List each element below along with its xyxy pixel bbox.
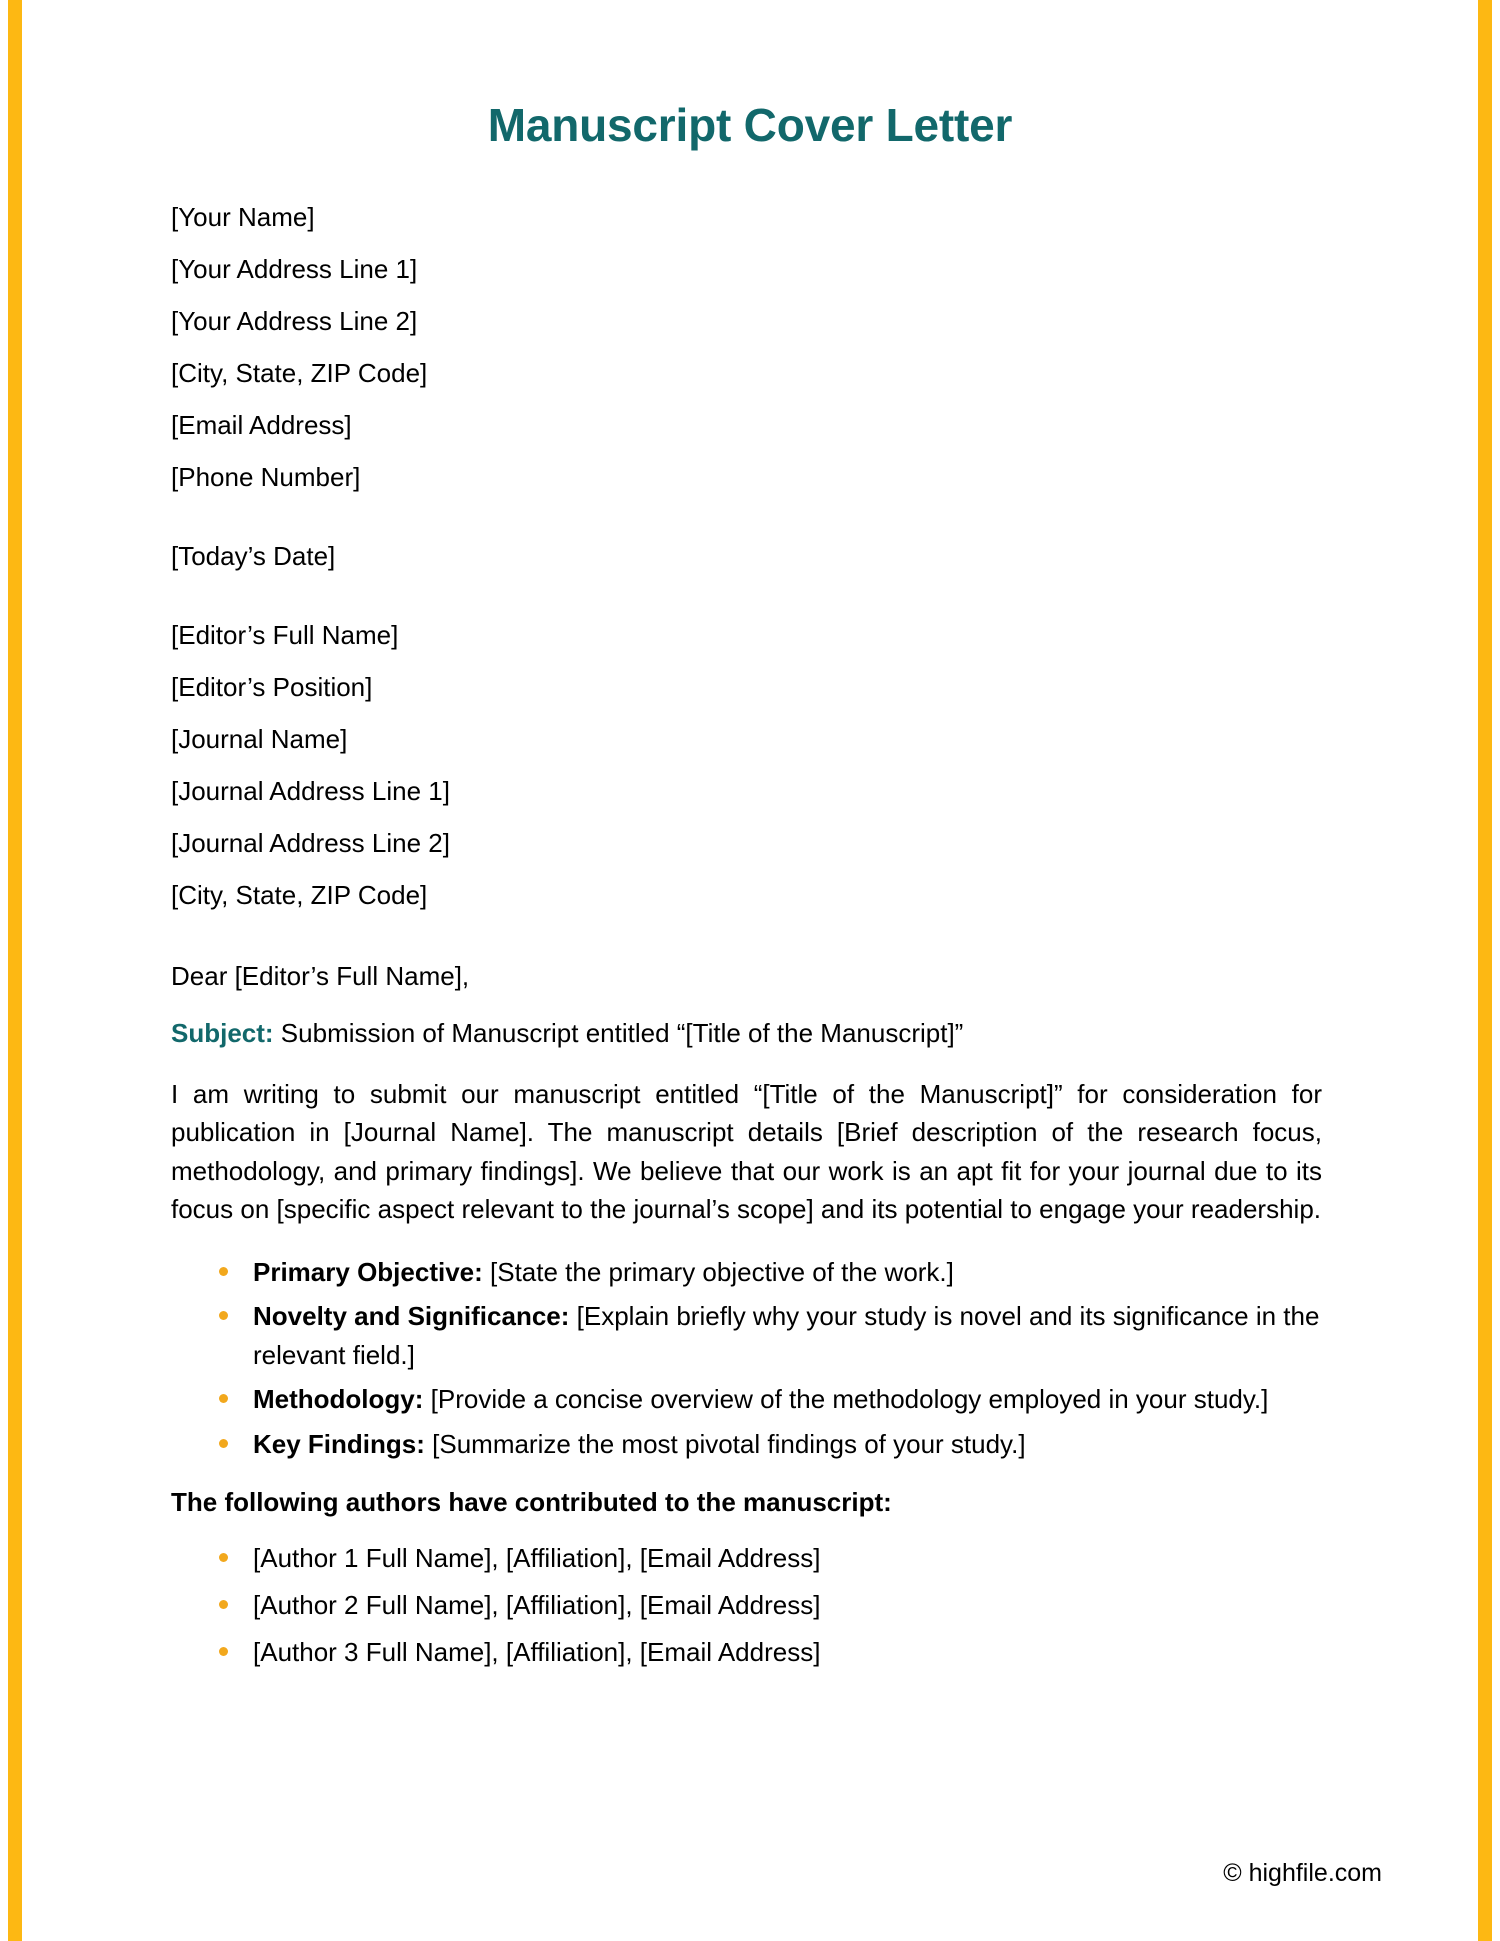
sender-email: [Email Address] <box>171 410 352 440</box>
highlight-label: Key Findings: <box>253 1428 425 1459</box>
authors-list <box>171 1540 1322 1671</box>
salutation: Dear [Editor’s Full Name], <box>171 961 470 991</box>
subject-line <box>171 1018 1322 1049</box>
sender-city-state-zip: [City, State, ZIP Code] <box>171 358 428 388</box>
highlight-text: [Summarize the most pivotal findings of your study.] <box>424 1428 1026 1459</box>
bullet-dot-icon <box>219 1311 228 1320</box>
list-item <box>217 1297 1322 1374</box>
journal-address-line-2: [Journal Address Line 2] <box>171 828 450 858</box>
letter-date: [Today’s Date] <box>171 541 336 571</box>
sender-address-line-2: [Your Address Line 2] <box>171 306 418 336</box>
footer-copyright: © highfile.com <box>1223 1859 1382 1887</box>
bullet-dot-icon <box>219 1394 228 1403</box>
journal-city-state-zip: [City, State, ZIP Code] <box>171 880 428 910</box>
list-item <box>217 1587 1322 1624</box>
list-item <box>217 1380 1322 1418</box>
highlight-label: Methodology: <box>253 1384 424 1415</box>
sender-address-line-1: [Your Address Line 1] <box>171 254 418 284</box>
subject-label: Subject: <box>171 1018 274 1048</box>
highlight-label: Novelty and Significance: <box>253 1301 570 1332</box>
journal-name: [Journal Name] <box>171 724 348 754</box>
highlight-label: Primary Objective: <box>253 1256 483 1287</box>
authors-heading: The following authors have contributed to the manuscript: <box>171 1487 892 1518</box>
sender-phone: [Phone Number] <box>171 462 361 492</box>
highlights-list <box>171 1253 1322 1463</box>
list-item <box>217 1540 1322 1577</box>
author-entry: [Author 1 Full Name], [Affiliation], [Email Address] <box>253 1543 821 1574</box>
author-entry: [Author 2 Full Name], [Affiliation], [Email Address] <box>253 1590 821 1621</box>
sender-address-block <box>171 204 1322 490</box>
subject-text: Submission of Manuscript entitled “[Title of the Manuscript]” <box>273 1018 964 1048</box>
editor-full-name: [Editor’s Full Name] <box>171 620 399 650</box>
author-entry: [Author 3 Full Name], [Affiliation], [Email Address] <box>253 1637 821 1668</box>
highlight-text: [Provide a concise overview of the methodology employed in your study.] <box>423 1384 1269 1415</box>
letter-body <box>60 204 1440 1671</box>
spacer-after-sender <box>171 516 1322 543</box>
bullet-dot-icon <box>219 1647 228 1656</box>
list-item <box>217 1253 1322 1291</box>
editor-position: [Editor’s Position] <box>171 672 373 702</box>
spacer-after-date <box>171 595 1322 622</box>
highlight-text: [State the primary objective of the work.] <box>482 1256 954 1287</box>
list-item <box>217 1425 1322 1463</box>
recipient-address-block <box>171 622 1322 908</box>
bullet-dot-icon <box>219 1600 228 1609</box>
bullet-dot-icon <box>219 1267 228 1276</box>
bullet-dot-icon <box>219 1439 228 1448</box>
body-paragraph: I am writing to submit our manuscript entitled “[Title of the Manuscript]” for consideration for publication in [Journal Name]. The manuscript details [Brief description of the research focus, methodology, and primary findings]. We believe that our work is an apt fit for your journal due to its focus on [specific aspect relevant to the journal’s scope] and its potential to engage your readership. <box>171 1079 1322 1225</box>
bullet-dot-icon <box>219 1553 228 1562</box>
sender-name: [Your Name] <box>171 202 315 232</box>
highlight-text: [Explain briefly why your study is novel and its significance in the relevant field.] <box>253 1301 1320 1370</box>
page-title: Manuscript Cover Letter <box>487 99 1013 151</box>
list-item <box>217 1634 1322 1671</box>
journal-address-line-1: [Journal Address Line 1] <box>171 776 450 806</box>
spacer-after-recipient <box>171 934 1322 961</box>
